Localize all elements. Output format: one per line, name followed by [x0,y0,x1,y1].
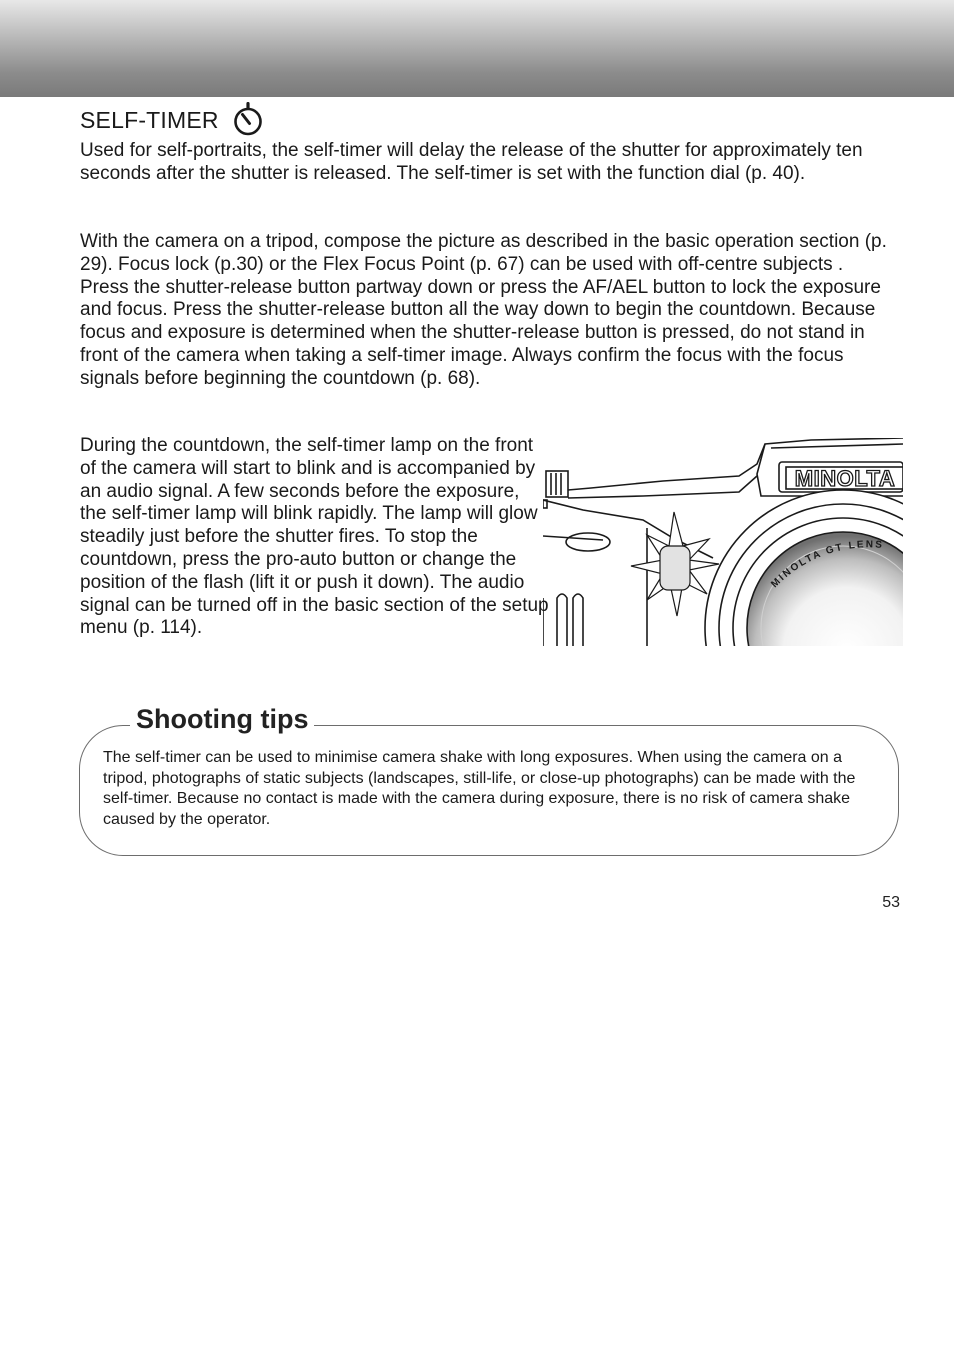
paragraph-tripod-usage: With the camera on a tripod, compose the picture as described in the basic operation section (p. 29). Focus lock (p.30) or the Flex Focus Point (p. 67) can be used with off-centre subjects . Press the shutter-release button partway down or press the AF/AEL button to lock the exposure and focus. Press the shutter-release button all the way down to begin the countdown. Because focus and exposure is determined when the shutter-release button is pressed, do not stand in front of the camera when taking a self-timer image. Always confirm the focus with the focus signals before beginning the countdown (p. 68). [80,231,887,389]
shooting-tips-title: Shooting tips [130,704,314,735]
lens-ring-text-path: MINOLTA GT LENS [769,539,885,591]
brand-logo: MINOLTA [794,466,896,491]
page-number: 53 [882,894,900,911]
self-timer-icon [231,102,265,138]
section-title: SELF-TIMER [80,106,219,133]
shooting-tips-text: The self-timer can be used to minimise camera shake with long exposures. When using the camera on a tripod, photographs of static subjects (landscapes, still-life, or close-up photographs) can be made with the self-timer. Because no contact is made with the camera during exposure, there is no risk of camera shake caused by the operator. [103,749,856,828]
section-heading [80,102,265,138]
paragraph-countdown: During the countdown, the self-timer lamp on the front of the camera will start to blink and is accompanied by an audio signal. A few seconds before the exposure, the self-timer lamp will blink rapidly. The lamp will glow steadily just before the shutter fires. To stop the countdown, press the pro-auto button or change the position of the flash (lift it or push it down). The audio signal can be turned off in the basic section of the setup menu (p. 114). [80,435,549,639]
paragraph-intro: Used for self-portraits, the self-timer will delay the release of the shutter for approximately ten seconds after the shutter is released. The self-timer is set with the function dial (p. 40). [80,140,863,184]
header-band [0,0,954,97]
camera-front-illustration [543,438,903,648]
